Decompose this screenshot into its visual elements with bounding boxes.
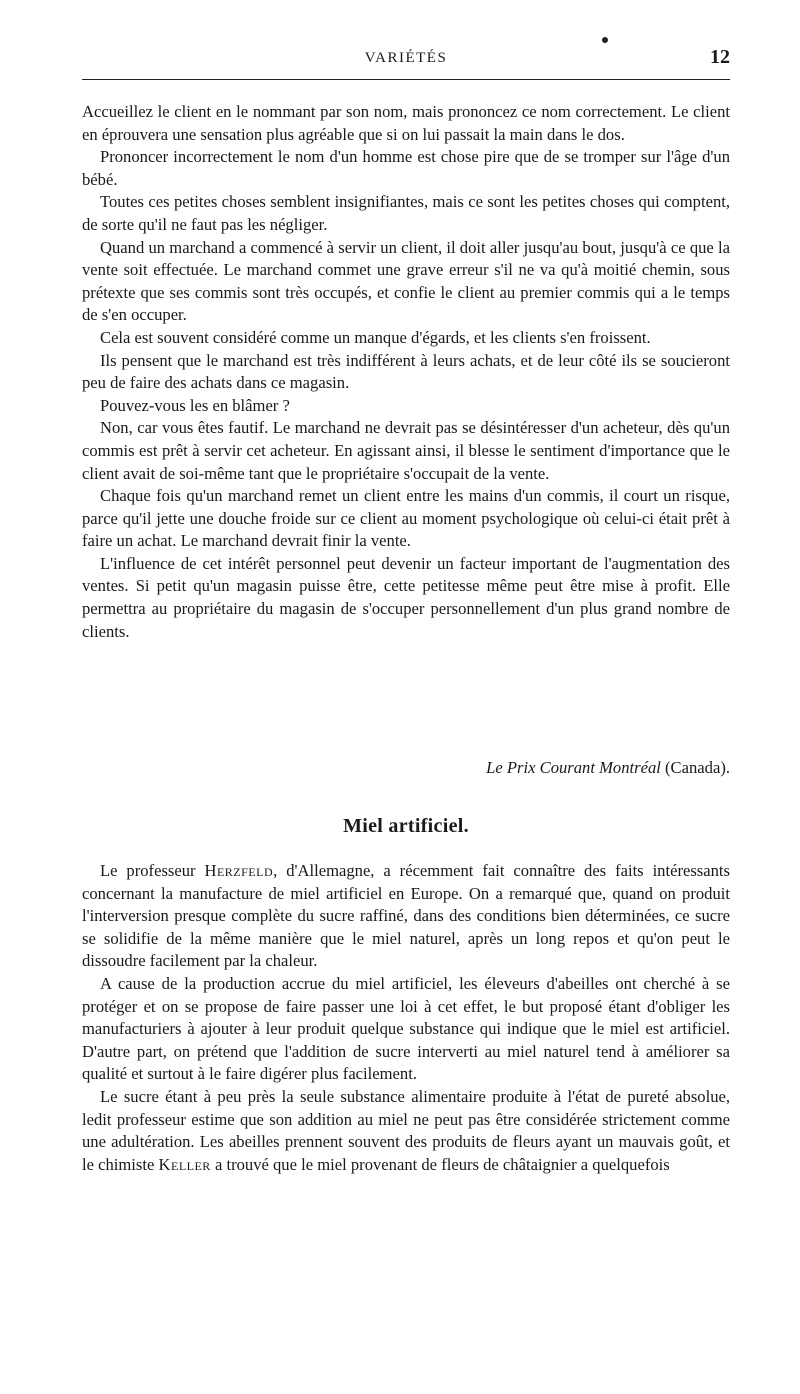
paragraph: Cela est souvent considéré comme un manque d'égards, et les clients s'en froissent. (100, 327, 651, 347)
paragraph-text: Le sucre étant à peu près la seule substance alimentaire produite à l'état de pureté absolue, ledit professeur estime que son addition au miel ne peut pas être considérée strictement comme une adultération. Les abeilles prennent souvent des produits de fleurs ayant un mauvais goût, et le chimiste (82, 1086, 730, 1174)
paragraph: Chaque fois qu'un marchand remet un client entre les mains d'un commis, il court un risque, parce qu'il jette une douche froide sur ce client au moment psychologique où celui-ci était prêt à faire un achat. Le marchand devrait finir la vente. (82, 486, 730, 551)
person-name: Keller (158, 1154, 211, 1174)
source-attribution (486, 757, 730, 779)
paragraph (82, 860, 730, 973)
paragraph: Pouvez-vous les en blâmer ? (100, 395, 290, 415)
paragraph: Non, car vous êtes fautif. Le marchand ne devrait pas se désintéresser d'un acheteur, dès qu'un commis est prêt à servir cet acheteur. En agissant ainsi, il blesse le sentiment d'importance que le client avait de soi-même tant que le propriétaire s'occupait de la vente. (82, 418, 730, 483)
paragraph: Toutes ces petites choses semblent insignifiantes, mais ce sont les petites choses qui comptent, de sorte qu'il ne faut pas les négliger. (82, 192, 730, 234)
paragraph: L'influence de cet intérêt personnel peut devenir un facteur important de l'augmentation des ventes. Si petit qu'un magasin puisse être, cette petitesse même peut être mise à profit. Elle permettra au propriétaire du magasin de s'occuper personnellement d'un plus grand nombre de clients. (82, 553, 730, 641)
article-2-body (82, 860, 730, 1176)
paragraph (82, 1086, 730, 1176)
source-place: (Canada). (665, 758, 730, 777)
person-name: Herzfeld (204, 861, 274, 880)
paragraph: A cause de la production accrue du miel artificiel, les éleveurs d'abeilles ont cherché à se protéger et on se propose de faire passer une loi à cet effet, le but proposé étant d'obliger les manufacturiers à ajouter à leur produit quelque substance qui indique que le miel est artificiel. D'autre part, on prétend que l'addition de sucre interverti au miel naturel tend à améliorer sa qualité et surtout à le faire digérer plus facilement. (82, 973, 730, 1084)
paragraph-text: a trouvé que le miel provenant de fleurs de châtaignier a quelquefois (210, 1154, 670, 1174)
paragraph: Accueillez le client en le nommant par son nom, mais prononcez ce nom correctement. Le client en éprouvera une sensation plus agréable que si on lui passait la main dans le dos. (82, 102, 730, 144)
article-1-body (82, 101, 730, 643)
paragraph-text: , d'Allemagne, a récemment fait connaître des faits intéressants concernant la manufacture de miel artificiel en Europe. On a remarqué que, quand on produit l'interversion presque complète du sucre raffiné, dans des conditions bien déterminées, ce sucre se solidifie de la même manière que le miel naturel, après un long repos et qu'on peut le dissoudre facilement par la chaleur. (82, 861, 730, 971)
paragraph: Quand un marchand a commencé à servir un client, il doit aller jusqu'au bout, jusqu'à ce que la vente soit effectuée. Le marchand commet une grave erreur s'il ne va qu'à moitié chemin, sous prétexte que ses commis sont très occupés, et confie le client au premier commis qui a le temps de s'en occuper. (82, 237, 730, 325)
paragraph: Ils pensent que le marchand est très indifférent à leurs achats, et de leur côté ils se soucieront peu de faire des achats dans ce magasin. (82, 350, 730, 393)
paragraph: Prononcer incorrectement le nom d'un homme est chose pire que de se tromper sur l'âge d'un bébé. (82, 147, 730, 189)
running-title: VARIÉTÉS (364, 50, 448, 66)
paragraph-text: Le professeur (100, 861, 205, 880)
page-number: 12 (710, 46, 730, 68)
page-header (82, 46, 730, 76)
section-title: Miel artificiel. (343, 815, 469, 837)
header-rule (82, 79, 730, 80)
source-title: Le Prix Courant Montréal (486, 758, 661, 777)
ink-speck (602, 37, 608, 43)
